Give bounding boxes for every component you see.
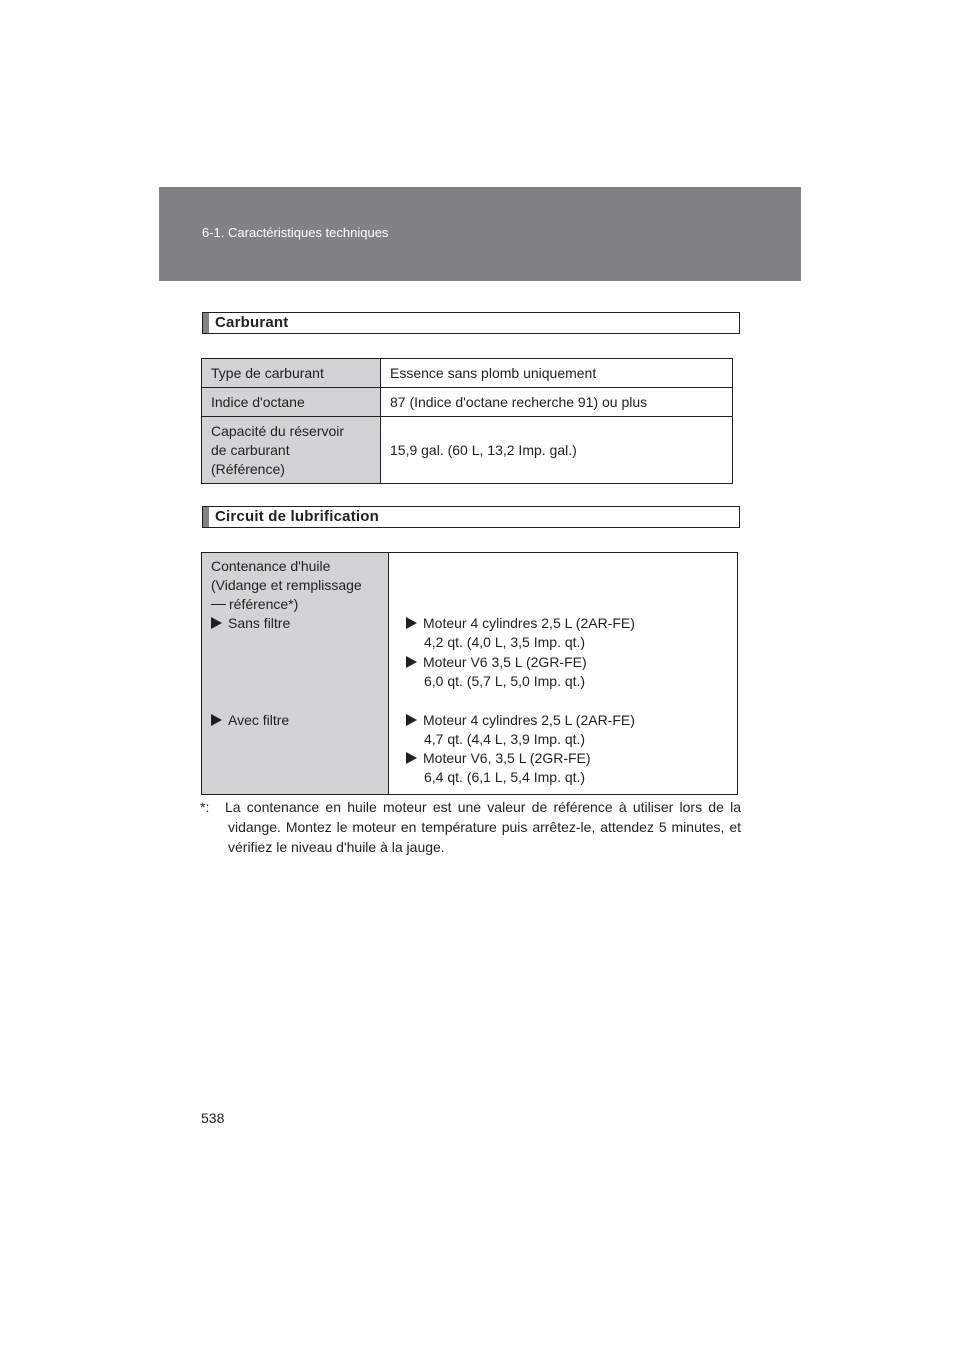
section-title-text: Carburant <box>215 314 289 331</box>
triangle-bullet-icon <box>406 617 417 629</box>
row-value: 87 (Indice d'octane recherche 91) ou plus <box>381 388 733 417</box>
engine-capacity: 6,0 qt. (5,7 L, 5,0 Imp. qt.) <box>424 673 586 689</box>
section-title-fuel <box>202 312 740 334</box>
table-row <box>202 388 733 417</box>
without-filter-label: Sans filtre <box>228 615 291 631</box>
row-label: Capacité du réservoir de carburant (Référence) <box>202 417 381 484</box>
row-value: 15,9 gal. (60 L, 13,2 Imp. gal.) <box>381 417 733 484</box>
table-row <box>202 553 738 795</box>
table-row <box>202 359 733 388</box>
triangle-bullet-icon <box>211 617 222 629</box>
section-title-text: Circuit de lubrification <box>215 508 379 525</box>
section-marker <box>203 507 209 527</box>
chapter-header <box>159 187 801 281</box>
engine-name: Moteur V6, 3,5 L (2GR-FE) <box>423 750 591 766</box>
row-value: Essence sans plomb uniquement <box>381 359 733 388</box>
engine-name: Moteur V6 3,5 L (2GR-FE) <box>423 654 587 670</box>
engine-capacity: 4,7 qt. (4,4 L, 3,9 Imp. qt.) <box>424 731 586 747</box>
row-label <box>202 553 389 795</box>
engine-name: Moteur 4 cylindres 2,5 L (2AR-FE) <box>423 712 635 728</box>
engine-name: Moteur 4 cylindres 2,5 L (2AR-FE) <box>423 615 635 631</box>
with-filter-label: Avec filtre <box>228 712 290 728</box>
fuel-spec-table <box>201 358 733 484</box>
triangle-bullet-icon <box>406 656 417 668</box>
footnote-mark: *: <box>200 799 210 815</box>
page-number: 538 <box>201 1110 225 1126</box>
oil-capacity-label: (Vidange et remplissage <box>211 577 362 593</box>
row-value <box>389 553 738 795</box>
lubrication-spec-table <box>201 552 738 795</box>
breadcrumb: 6-1. Caractéristiques techniques <box>202 225 389 240</box>
dash-icon <box>211 604 226 605</box>
engine-capacity: 4,2 qt. (4,0 L, 3,5 Imp. qt.) <box>424 634 586 650</box>
triangle-bullet-icon <box>406 752 417 764</box>
row-label: Indice d'octane <box>202 388 381 417</box>
engine-capacity: 6,4 qt. (6,1 L, 5,4 Imp. qt.) <box>424 769 586 785</box>
oil-capacity-label: référence*) <box>229 596 299 612</box>
section-title-lubrication <box>202 506 740 528</box>
table-row <box>202 417 733 484</box>
triangle-bullet-icon <box>211 714 222 726</box>
triangle-bullet-icon <box>406 714 417 726</box>
row-label: Type de carburant <box>202 359 381 388</box>
section-marker <box>203 313 209 333</box>
footnote <box>200 797 741 857</box>
oil-capacity-label: Contenance d'huile <box>211 558 331 574</box>
footnote-text: La contenance en huile moteur est une valeur de référence à utiliser lors de la vidange. Montez le moteur en température puis arrêtez-le, attendez 5 minutes, et vérifiez le niveau d'huile à la jauge. <box>225 799 741 855</box>
